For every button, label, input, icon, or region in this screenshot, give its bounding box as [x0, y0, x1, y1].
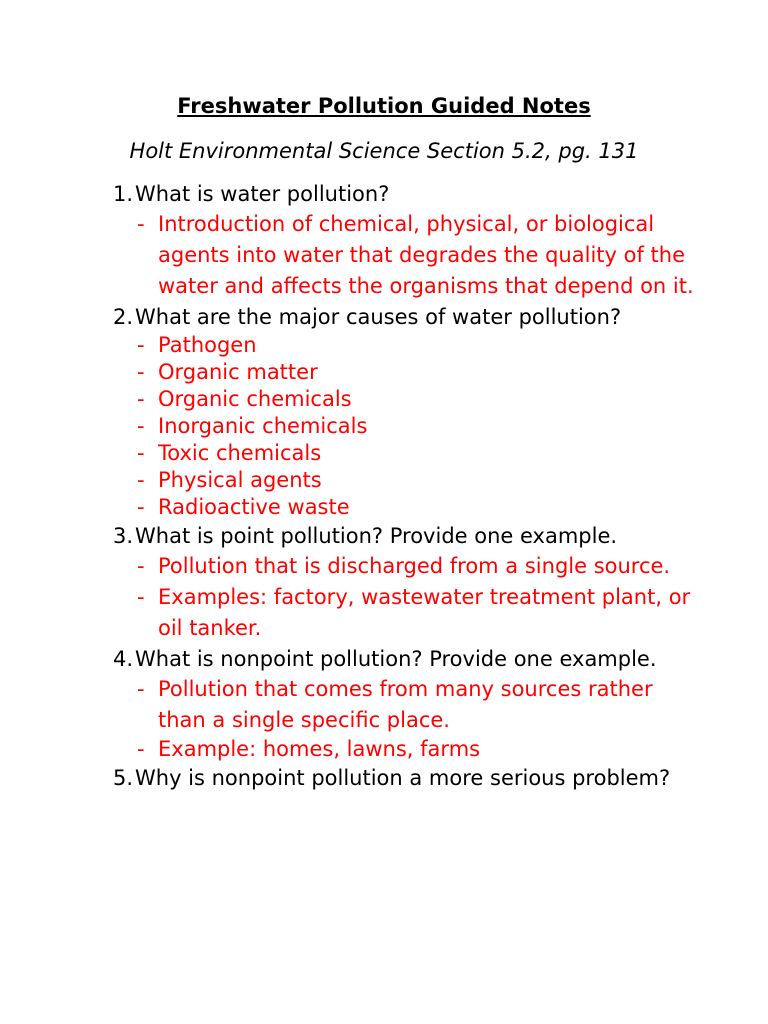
question-number: 5. [113, 766, 134, 790]
answer-list [135, 332, 703, 521]
question-text: What is water pollution? [135, 182, 390, 206]
answer-list [135, 551, 703, 644]
answer-item [135, 674, 703, 736]
question-2 [113, 302, 703, 521]
page-title: Freshwater Pollution Guided Notes [177, 94, 591, 118]
question-text: What is nonpoint pollution? Provide one example. [135, 647, 657, 671]
question-number: 2. [113, 305, 134, 329]
question-number: 1. [113, 182, 134, 206]
question-text: What is point pollution? Provide one example. [135, 524, 618, 548]
question-5 [113, 763, 703, 793]
answer-item [135, 359, 703, 386]
answer-item [135, 440, 703, 467]
bullet-dash: - [137, 677, 145, 701]
answer-item [135, 386, 703, 413]
bullet-dash: - [137, 333, 145, 357]
answer-text: Pathogen [158, 333, 257, 357]
answer-item [135, 736, 703, 763]
answer-text: Organic chemicals [158, 387, 352, 411]
answer-item [135, 582, 703, 644]
answer-text: Physical agents [158, 468, 322, 492]
question-list [113, 179, 703, 793]
question-3 [113, 521, 703, 644]
question-number: 4. [113, 647, 134, 671]
bullet-dash: - [137, 737, 145, 761]
bullet-dash: - [137, 495, 145, 519]
question-text: What are the major causes of water pollution? [135, 305, 622, 329]
answer-item [135, 209, 703, 302]
question-4 [113, 644, 703, 763]
bullet-dash: - [137, 387, 145, 411]
answer-text: Radioactive waste [158, 495, 350, 519]
answer-text: Examples: factory, wastewater treatment plant, or oil tanker. [158, 585, 691, 640]
answer-text: Pollution that comes from many sources rather than a single specific place. [158, 677, 653, 732]
answer-text: Toxic chemicals [158, 441, 322, 465]
answer-item [135, 467, 703, 494]
bullet-dash: - [137, 441, 145, 465]
answer-item [135, 413, 703, 440]
answer-text: Pollution that is discharged from a single source. [158, 554, 671, 578]
bullet-dash: - [137, 585, 145, 609]
answer-text: Introduction of chemical, physical, or biological agents into water that degrades the quality of the water and affects the organisms that depend on it. [158, 212, 694, 298]
bullet-dash: - [137, 360, 145, 384]
answer-item [135, 332, 703, 359]
answer-text: Inorganic chemicals [158, 414, 368, 438]
bullet-dash: - [137, 212, 145, 236]
answer-item [135, 551, 703, 582]
answer-item [135, 494, 703, 521]
question-number: 3. [113, 524, 134, 548]
answer-text: Example: homes, lawns, farms [158, 737, 481, 761]
bullet-dash: - [137, 414, 145, 438]
answer-list [135, 674, 703, 763]
bullet-dash: - [137, 468, 145, 492]
answer-text: Organic matter [158, 360, 318, 384]
question-1 [113, 179, 703, 302]
question-text: Why is nonpoint pollution a more serious problem? [135, 766, 671, 790]
answer-list [135, 209, 703, 302]
bullet-dash: - [137, 554, 145, 578]
page-subtitle: Holt Environmental Science Section 5.2, pg. 131 [129, 139, 639, 163]
